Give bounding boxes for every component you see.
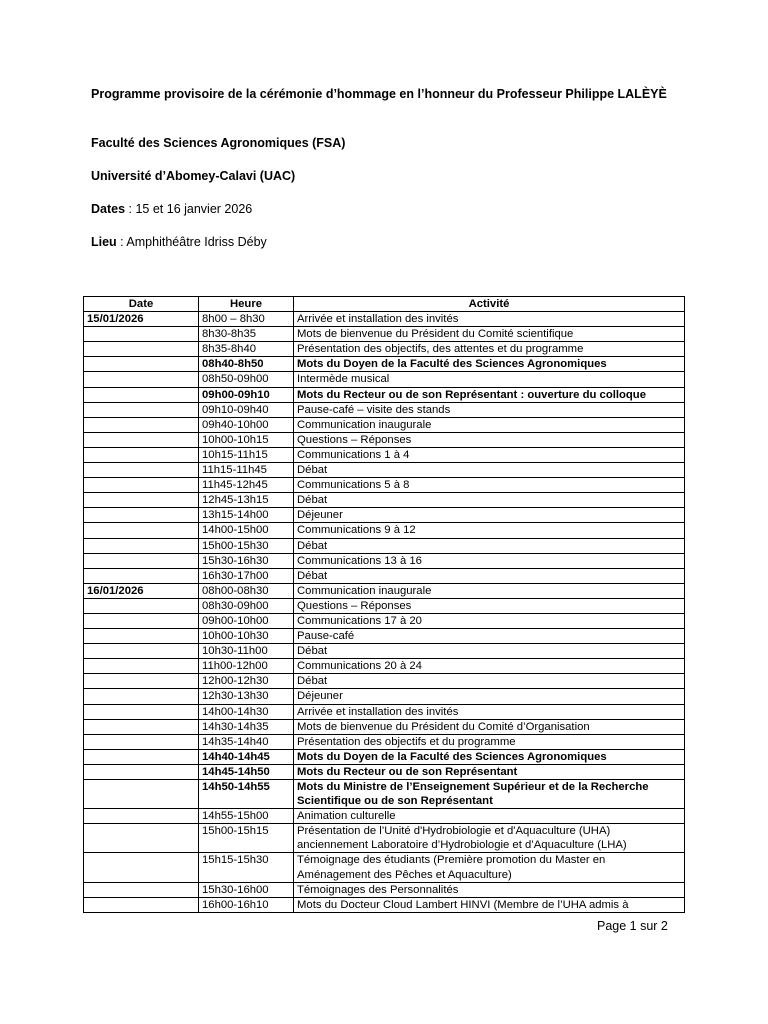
date-cell [84,644,199,659]
table-row [84,704,685,719]
time-cell: 09h00-09h10 [199,387,294,402]
activity-cell: Présentation des objectifs, des attentes et du programme [294,342,685,357]
time-cell: 08h00-08h30 [199,583,294,598]
activity-cell: Présentation de l’Unité d'Hydrobiologie et d'Aquaculture (UHA) anciennement Laboratoire d’Hydrobiologie et d’Aquaculture (LHA) [294,824,685,853]
table-row [84,357,685,372]
time-cell: 8h00 – 8h30 [199,312,294,327]
table-row [84,312,685,327]
date-cell: 15/01/2026 [84,312,199,327]
table-row [84,780,685,809]
time-cell: 10h00-10h15 [199,432,294,447]
time-cell: 10h00-10h30 [199,629,294,644]
activity-cell: Arrivée et installation des invités [294,312,685,327]
table-row [84,523,685,538]
time-cell: 12h30-13h30 [199,689,294,704]
time-cell: 14h45-14h50 [199,764,294,779]
table-row [84,553,685,568]
time-cell: 15h30-16h30 [199,553,294,568]
date-cell [84,357,199,372]
dates-value: : 15 et 16 janvier 2026 [125,202,253,216]
activity-cell: Témoignage des étudiants (Première promotion du Master en Aménagement des Pêches et Aquaculture) [294,853,685,882]
time-cell: 14h30-14h35 [199,719,294,734]
time-cell: 13h15-14h00 [199,508,294,523]
time-cell: 15h00-15h30 [199,538,294,553]
table-row [84,764,685,779]
table-row [84,508,685,523]
activity-cell: Mots du Doyen de la Faculté des Sciences Agronomiques [294,749,685,764]
table-row [84,478,685,493]
date-cell [84,689,199,704]
date-cell [84,432,199,447]
venue-line [91,235,691,250]
header-time: Heure [199,297,294,312]
time-cell: 14h55-15h00 [199,809,294,824]
table-body [84,312,685,913]
time-cell: 09h40-10h00 [199,417,294,432]
date-cell [84,780,199,809]
table-row [84,463,685,478]
date-cell [84,809,199,824]
activity-cell: Débat [294,644,685,659]
table-row [84,659,685,674]
time-cell: 8h30-8h35 [199,327,294,342]
date-cell [84,538,199,553]
activity-cell: Communication inaugurale [294,417,685,432]
date-cell [84,749,199,764]
table-row [84,493,685,508]
activity-cell: Témoignages des Personnalités [294,882,685,897]
date-cell [84,704,199,719]
date-cell [84,372,199,387]
activity-cell: Débat [294,538,685,553]
time-cell: 15h30-16h00 [199,882,294,897]
date-cell: 16/01/2026 [84,583,199,598]
time-cell: 15h00-15h15 [199,824,294,853]
time-cell: 08h30-09h00 [199,598,294,613]
header-activity: Activité [294,297,685,312]
faculty-line: Faculté des Sciences Agronomiques (FSA) [91,136,346,150]
activity-cell: Mots du Recteur ou de son Représentant [294,764,685,779]
time-cell: 16h00-16h10 [199,897,294,912]
table-row [84,432,685,447]
table-row [84,387,685,402]
date-cell [84,659,199,674]
activity-cell: Communications 20 à 24 [294,659,685,674]
time-cell: 10h30-11h00 [199,644,294,659]
table-row [84,897,685,912]
time-cell: 14h50-14h55 [199,780,294,809]
table-row [84,853,685,882]
time-cell: 12h00-12h30 [199,674,294,689]
activity-cell: Mots de bienvenue du Président du Comité scientifique [294,327,685,342]
time-cell: 10h15-11h15 [199,447,294,462]
activity-cell: Intermède musical [294,372,685,387]
activity-cell: Mots du Recteur ou de son Représentant : ouverture du colloque [294,387,685,402]
time-cell: 14h35-14h40 [199,734,294,749]
time-cell: 11h00-12h00 [199,659,294,674]
date-cell [84,598,199,613]
time-cell: 14h40-14h45 [199,749,294,764]
activity-cell: Communications 13 à 16 [294,553,685,568]
activity-cell: Mots du Ministre de l’Enseignement Supérieur et de la Recherche Scientifique ou de son Représentant [294,780,685,809]
time-cell: 08h50-09h00 [199,372,294,387]
dates-line [91,202,691,217]
table-row [84,598,685,613]
time-cell: 15h15-15h30 [199,853,294,882]
time-cell: 16h30-17h00 [199,568,294,583]
table-row [84,674,685,689]
table-row [84,583,685,598]
date-cell [84,387,199,402]
activity-cell: Arrivée et installation des invités [294,704,685,719]
date-cell [84,493,199,508]
date-cell [84,897,199,912]
dates-label: Dates [91,202,126,216]
table-row [84,644,685,659]
header-date: Date [84,297,199,312]
university-line: Université d’Abomey-Calavi (UAC) [91,169,296,183]
date-cell [84,824,199,853]
table-row [84,342,685,357]
date-cell [84,674,199,689]
table-row [84,327,685,342]
date-cell [84,553,199,568]
activity-cell: Déjeuner [294,689,685,704]
time-cell: 11h45-12h45 [199,478,294,493]
activity-cell: Communications 17 à 20 [294,613,685,628]
table-row [84,613,685,628]
activity-cell: Communications 1 à 4 [294,447,685,462]
activity-cell: Débat [294,568,685,583]
time-cell: 14h00-14h30 [199,704,294,719]
venue-label: Lieu [91,235,117,249]
date-cell [84,447,199,462]
time-cell: 14h00-15h00 [199,523,294,538]
table-row [84,568,685,583]
date-cell [84,629,199,644]
date-cell [84,463,199,478]
activity-cell: Débat [294,463,685,478]
time-cell: 8h35-8h40 [199,342,294,357]
time-cell: 08h40-8h50 [199,357,294,372]
activity-cell: Pause-café – visite des stands [294,402,685,417]
activity-cell: Débat [294,493,685,508]
table-row [84,402,685,417]
date-cell [84,853,199,882]
activity-cell: Communications 5 à 8 [294,478,685,493]
table-row [84,417,685,432]
date-cell [84,478,199,493]
activity-cell: Animation culturelle [294,809,685,824]
date-cell [84,327,199,342]
date-cell [84,882,199,897]
date-cell [84,342,199,357]
activity-cell: Mots du Docteur Cloud Lambert HINVI (Membre de l’UHA admis à [294,897,685,912]
date-cell [84,734,199,749]
page-number: Page 1 sur 2 [597,919,668,933]
date-cell [84,568,199,583]
activity-cell: Débat [294,674,685,689]
table-row [84,719,685,734]
activity-cell: Présentation des objectifs et du programme [294,734,685,749]
time-cell: 12h45-13h15 [199,493,294,508]
time-cell: 11h15-11h45 [199,463,294,478]
date-cell [84,417,199,432]
table-row [84,372,685,387]
programme-table [83,296,685,913]
activity-cell: Mots de bienvenue du Président du Comité d’Organisation [294,719,685,734]
table-row [84,734,685,749]
table-row [84,629,685,644]
table-row [84,538,685,553]
activity-cell: Communications 9 à 12 [294,523,685,538]
activity-cell: Pause-café [294,629,685,644]
date-cell [84,719,199,734]
table-row [84,749,685,764]
date-cell [84,402,199,417]
venue-value: : Amphithéâtre Idriss Déby [116,235,267,249]
time-cell: 09h10-09h40 [199,402,294,417]
table-row [84,824,685,853]
table-row [84,882,685,897]
date-cell [84,508,199,523]
date-cell [84,523,199,538]
activity-cell: Communication inaugurale [294,583,685,598]
table-row [84,809,685,824]
activity-cell: Mots du Doyen de la Faculté des Sciences Agronomiques [294,357,685,372]
table-header-row [84,297,685,312]
date-cell [84,764,199,779]
activity-cell: Déjeuner [294,508,685,523]
activity-cell: Questions – Réponses [294,432,685,447]
table-row [84,689,685,704]
time-cell: 09h00-10h00 [199,613,294,628]
document-title: Programme provisoire de la cérémonie d’hommage en l’honneur du Professeur Philippe LALÈYÈ [91,87,667,101]
table-row [84,447,685,462]
activity-cell: Questions – Réponses [294,598,685,613]
date-cell [84,613,199,628]
